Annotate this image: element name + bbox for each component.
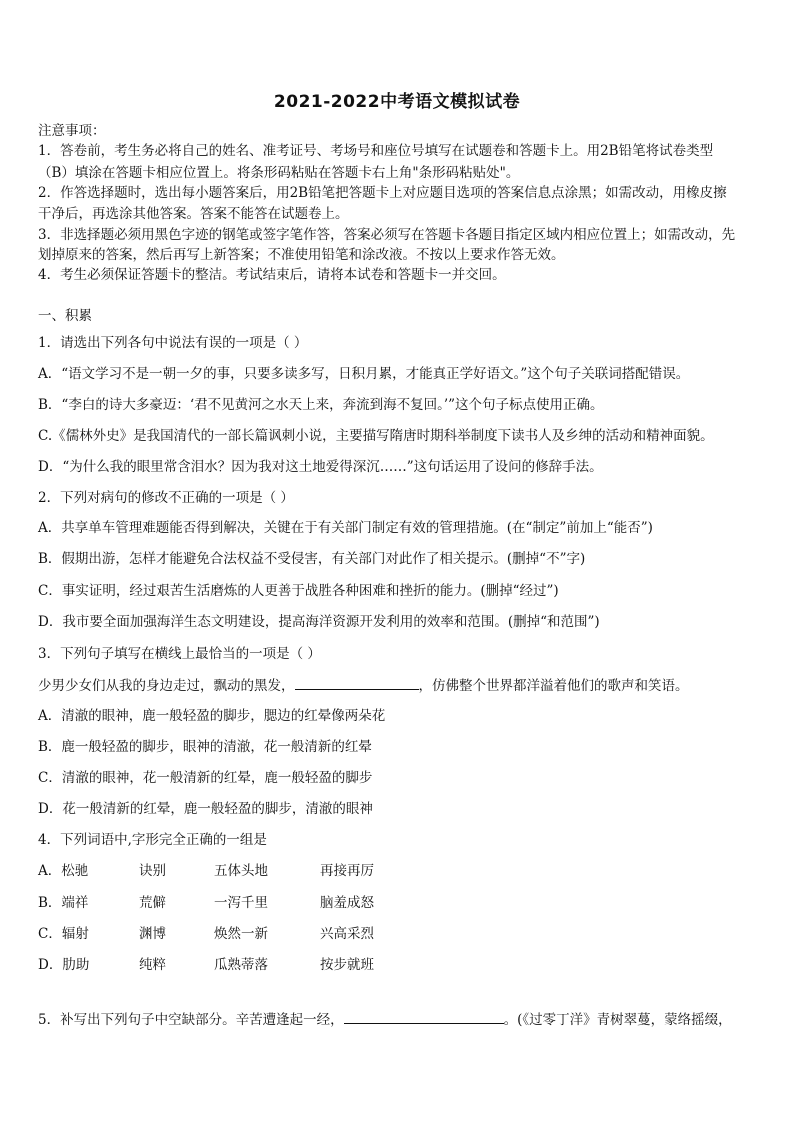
word-item: 一泻千里	[214, 895, 268, 911]
word-item: 荒僻	[139, 895, 166, 911]
option-a: A．共享单车管理难题能否得到解决，关键在于有关部门制定有效的管理措施。(在“制定”前加上“能否”)	[38, 520, 653, 536]
option-b: B．鹿一般轻盈的脚步，眼神的清澈，花一般清新的红晕	[38, 739, 372, 755]
word-item: 诀别	[139, 863, 166, 879]
notice-line: 3．非选择题必须用黑色字迹的钢笔或签字笔作答，答案必须写在答题卡各题目指定区域内相应位置上；如需改动，先	[38, 227, 736, 243]
option-a: A．“语文学习不是一朝一夕的事，只要多读多写，日积月累，才能真正学好语文。”这个句子关联词搭配错误。	[38, 366, 690, 382]
question-stem: 1．请选出下列各句中说法有误的一项是（ ）	[38, 335, 308, 351]
question-stem: 4．下列词语中,字形完全正确的一组是	[38, 832, 267, 848]
word-item: 兴高采烈	[320, 926, 374, 942]
notice-line: 2．作答选择题时，选出每小题答案后，用2B铅笔把答题卡上对应题目选项的答案信息点涂黑；如需改动，用橡皮擦	[38, 185, 727, 201]
question-stem: 2．下列对病句的修改不正确的一项是（ ）	[38, 490, 294, 506]
stem-before: 5．补写出下列句子中空缺部分。辛苦遭逢起一经，	[38, 1012, 344, 1028]
word-item: 再接再厉	[320, 863, 374, 879]
option-c: C．事实证明，经过艰苦生活磨炼的人更善于战胜各种困难和挫折的能力。(删掉“经过”)	[38, 583, 559, 599]
sentence-before: 少男少女们从我的身边走过，飘动的黑发，	[38, 678, 295, 694]
question-stem: 3．下列句子填写在横线上最恰当的一项是（ ）	[38, 646, 321, 662]
word-item: 五体头地	[214, 863, 268, 879]
notice-heading: 注意事项：	[38, 123, 106, 139]
word-option: A．松驰	[38, 863, 89, 879]
word-item: 按步就班	[320, 957, 374, 973]
sentence-after: ，仿佛整个世界都洋溢着他们的歌声和笑语。	[418, 678, 689, 694]
notice-line: 1．答卷前，考生务必将自己的姓名、准考证号、考场号和座位号填写在试题卷和答题卡上。用2B铅笔将试卷类型	[38, 143, 714, 159]
word-item: 瓜熟蒂落	[214, 957, 268, 973]
notice-line: 4．考生必须保证答题卡的整洁。考试结束后，请将本试卷和答题卡一并交回。	[38, 267, 506, 283]
option-c: C．清澈的眼神，花一般清新的红晕，鹿一般轻盈的脚步	[38, 770, 373, 786]
word-item: 焕然一新	[214, 926, 268, 942]
word-option: C．辐射	[38, 926, 89, 942]
question-sentence	[38, 675, 768, 696]
option-b: B．“李白的诗大多豪迈：‘君不见黄河之水天上来，奔流到海不复回。’”这个句子标点使用正确。	[38, 397, 604, 413]
stem-after: 。(《过零丁洋》青树翠蔓，蒙络摇缀，	[503, 1012, 732, 1028]
option-d: D．我市要全面加强海洋生态文明建设，提高海洋资源开发利用的效率和范围。(删掉“和范围”)	[38, 614, 600, 630]
word-item: 脑羞成怒	[320, 895, 374, 911]
word-option: D．肋助	[38, 957, 90, 973]
fill-blank	[344, 1009, 504, 1024]
word-item: 渊博	[139, 926, 166, 942]
word-item: 纯粹	[139, 957, 166, 973]
option-c: C.《儒林外史》是我国清代的一部长篇讽刺小说，主要描写隋唐时期科举制度下读书人及乡绅的活动和精神面貌。	[38, 428, 714, 444]
option-d: D．“为什么我的眼里常含泪水？因为我对这土地爱得深沉……”这句话运用了设问的修辞手法。	[38, 459, 603, 475]
notice-line: 划掉原来的答案，然后再写上新答案；不准使用铅笔和涂改液。不按以上要求作答无效。	[38, 247, 565, 263]
option-d: D．花一般清新的红晕，鹿一般轻盈的脚步，清澈的眼神	[38, 801, 373, 817]
notice-line: （B）填涂在答题卡相应位置上。将条形码粘贴在答题卡右上角"条形码粘贴处"。	[38, 165, 520, 181]
option-a: A．清澈的眼神，鹿一般轻盈的脚步，腮边的红晕像两朵花	[38, 708, 386, 724]
section-heading: 一、积累	[38, 308, 92, 324]
question-stem	[38, 1009, 768, 1030]
word-option: B．端祥	[38, 895, 89, 911]
option-b: B．假期出游，怎样才能避免合法权益不受侵害，有关部门对此作了相关提示。(删掉“不”字)	[38, 551, 586, 567]
page-title: 2021-2022中考语文模拟试卷	[273, 92, 521, 112]
notice-line: 干净后，再选涂其他答案。答案不能答在试题卷上。	[38, 206, 349, 222]
fill-blank	[295, 675, 419, 690]
